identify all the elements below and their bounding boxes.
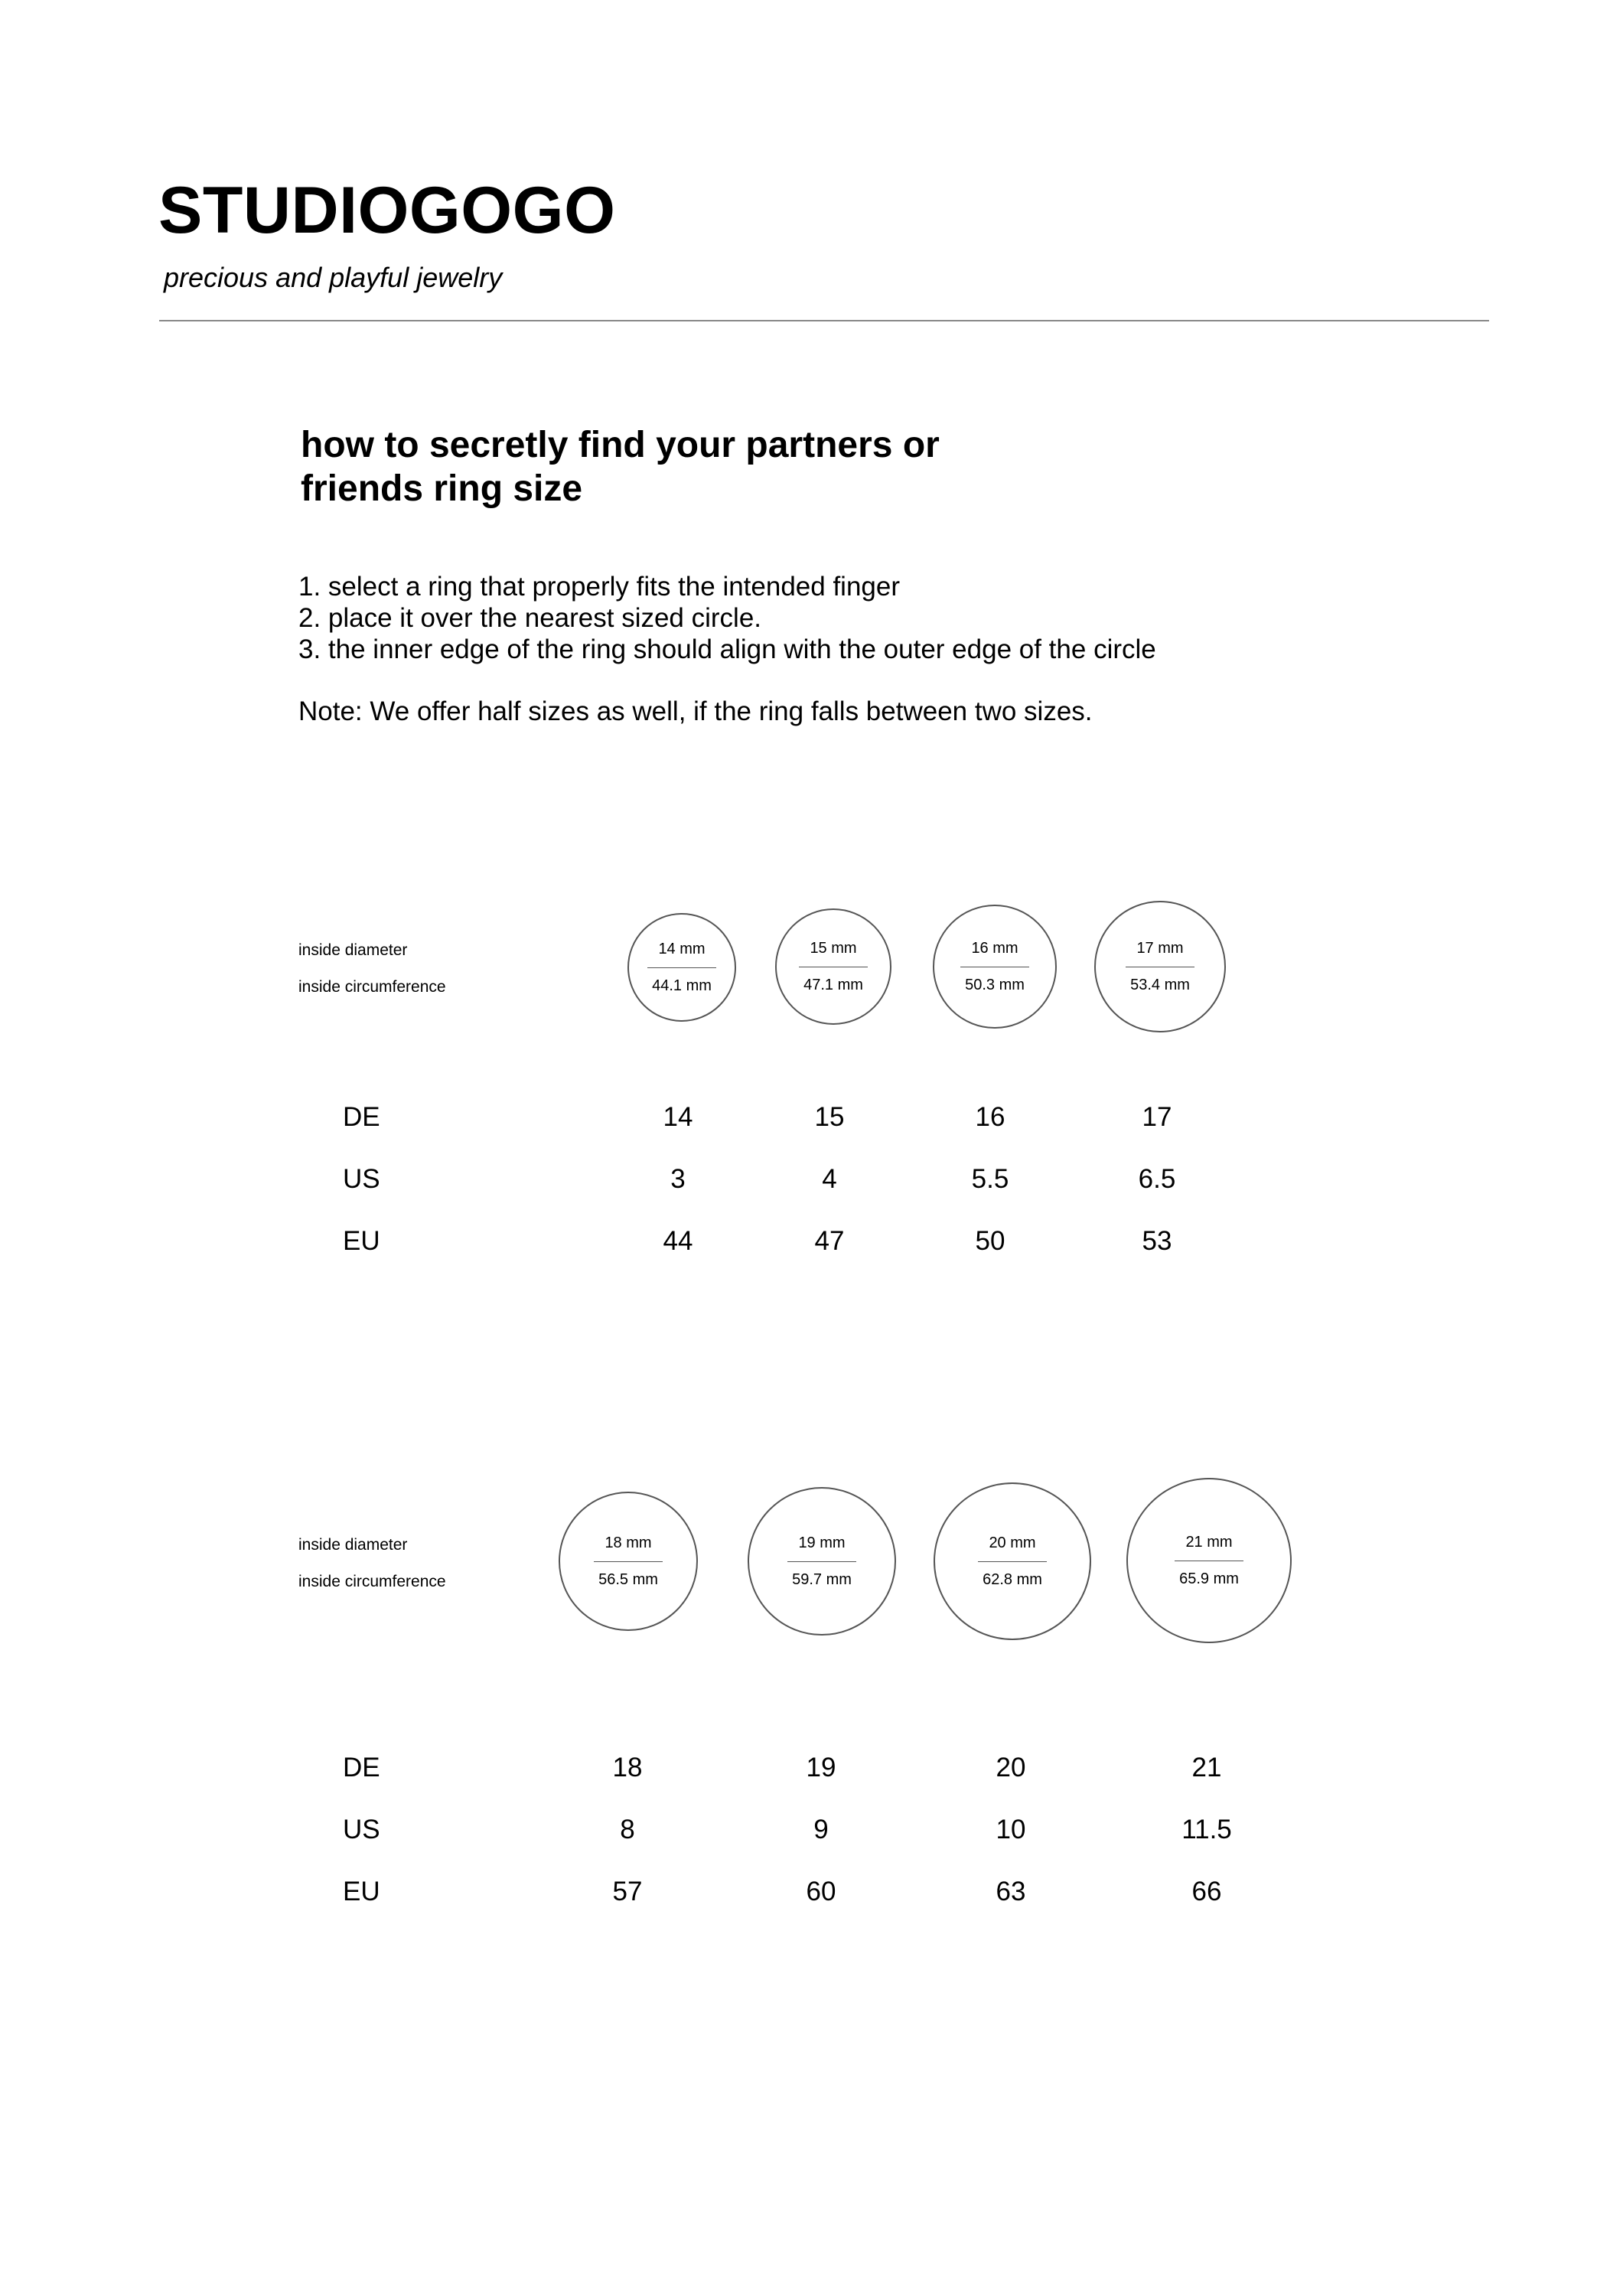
ring-diameter: 15 mm [810, 940, 857, 957]
size-value: 6.5 [1138, 1164, 1176, 1194]
ring-diameter: 19 mm [798, 1534, 846, 1551]
size-value: 8 [620, 1815, 635, 1844]
ring-circumference: 56.5 mm [598, 1571, 658, 1588]
ring-circle [1094, 901, 1226, 1032]
ring-divider [594, 1561, 663, 1562]
brand-name: STUDIOGOGO [158, 174, 616, 247]
inside-diameter-label: inside diameter [298, 1536, 408, 1554]
size-value: 60 [806, 1877, 836, 1906]
size-value: 20 [996, 1753, 1026, 1782]
size-system-eu: EU [343, 1877, 380, 1906]
ring-circle [775, 908, 891, 1025]
ring-circle [748, 1487, 896, 1636]
step-1: 1. select a ring that properly fits the intended finger [298, 572, 901, 602]
ring-diameter: 14 mm [658, 941, 706, 957]
size-value: 47 [814, 1226, 845, 1256]
size-system-us: US [343, 1815, 380, 1844]
size-value: 63 [996, 1877, 1026, 1906]
ring-circle [934, 1482, 1091, 1640]
size-system-eu: EU [343, 1226, 380, 1256]
size-value: 21 [1191, 1753, 1222, 1782]
size-value: 44 [663, 1226, 693, 1256]
size-value: 16 [975, 1102, 1005, 1132]
size-value: 11.5 [1181, 1815, 1232, 1844]
half-size-note: Note: We offer half sizes as well, if the ring falls between two sizes. [298, 696, 1093, 726]
ring-circle [627, 913, 736, 1022]
ring-diameter: 18 mm [605, 1534, 652, 1551]
size-value: 66 [1191, 1877, 1222, 1906]
brand-tagline: precious and playful jewelry [164, 262, 503, 293]
size-system-de: DE [343, 1753, 380, 1782]
size-value: 3 [670, 1164, 686, 1194]
ring-circumference: 59.7 mm [792, 1571, 852, 1588]
guide-steps [298, 571, 1156, 665]
inside-diameter-label: inside diameter [298, 941, 408, 959]
size-value: 19 [806, 1753, 836, 1782]
size-system-us: US [343, 1164, 380, 1194]
header-divider [159, 320, 1489, 321]
size-value: 14 [663, 1102, 693, 1132]
inside-circumference-label: inside circumference [298, 978, 446, 996]
step-3: 3. the inner edge of the ring should align with the outer edge of the circle [298, 634, 1156, 664]
ring-circle [559, 1492, 698, 1631]
inside-circumference-label: inside circumference [298, 1573, 446, 1590]
ring-circle [1126, 1478, 1292, 1643]
ring-diameter: 16 mm [971, 940, 1018, 957]
ring-diameter: 17 mm [1136, 940, 1184, 957]
size-value: 57 [612, 1877, 643, 1906]
size-value: 18 [612, 1753, 643, 1782]
ring-circumference: 53.4 mm [1130, 977, 1190, 993]
ring-diameter: 21 mm [1185, 1534, 1233, 1551]
ring-circumference: 47.1 mm [803, 977, 863, 993]
guide-title: how to secretly find your partners or friends ring size [301, 425, 940, 509]
size-value: 4 [822, 1164, 837, 1194]
step-2: 2. place it over the nearest sized circle. [298, 603, 762, 633]
size-value: 10 [996, 1815, 1026, 1844]
ring-diameter: 20 mm [989, 1534, 1036, 1551]
ring-circumference: 50.3 mm [965, 977, 1025, 993]
ring-circumference: 62.8 mm [983, 1571, 1042, 1588]
ring-circumference: 65.9 mm [1179, 1570, 1239, 1587]
ring-divider [787, 1561, 856, 1562]
ring-divider [647, 967, 716, 968]
size-system-de: DE [343, 1102, 380, 1132]
ring-circle [933, 905, 1057, 1029]
ring-circumference: 44.1 mm [652, 977, 712, 994]
size-value: 5.5 [971, 1164, 1009, 1194]
size-value: 53 [1142, 1226, 1172, 1256]
ring-divider [978, 1561, 1047, 1562]
size-value: 9 [813, 1815, 829, 1844]
size-value: 17 [1142, 1102, 1172, 1132]
size-value: 50 [975, 1226, 1005, 1256]
size-value: 15 [814, 1102, 845, 1132]
